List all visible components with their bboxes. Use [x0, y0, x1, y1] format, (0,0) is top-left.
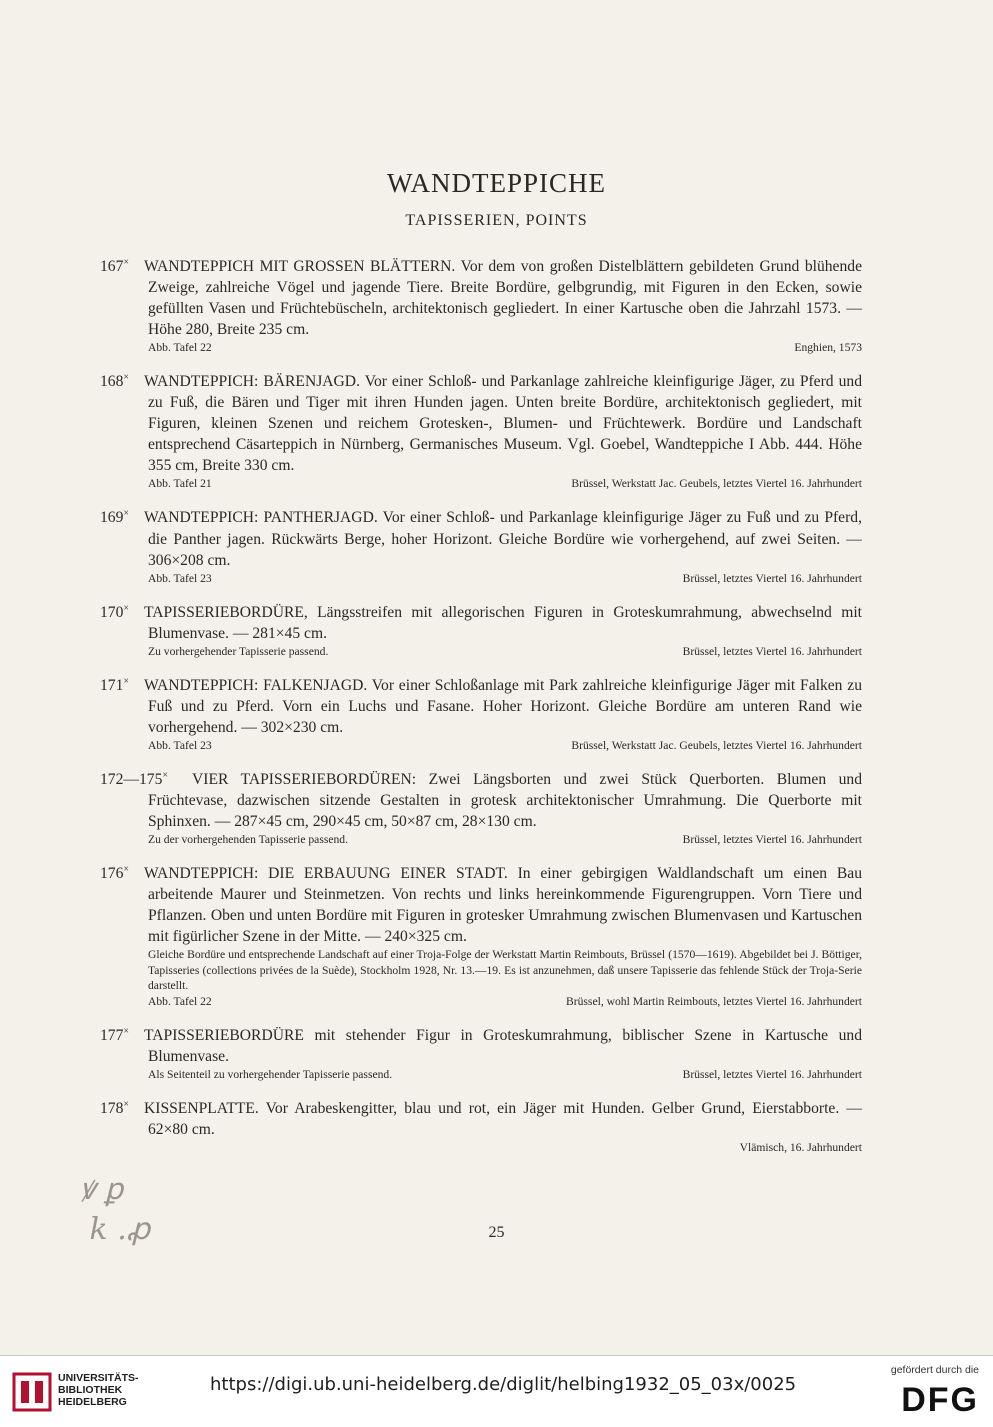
entry-reference: Abb. Tafel 22 — [148, 341, 212, 355]
entry-text-block — [100, 1021, 862, 1067]
entry-provenance: Vlämisch, 16. Jahrhundert — [739, 1141, 862, 1155]
permalink-url[interactable]: https://digi.ub.uni-heidelberg.de/diglit/helbing1932_05_03x/0025 — [210, 1374, 797, 1395]
entry-description: TAPISSERIEBORDÜRE mit stehender Figur in Groteskumrahmung, biblischer Szene in Kartusche und Blumenvase. — [144, 1027, 862, 1065]
catalog-entry — [100, 671, 862, 753]
entry-reference: Als Seitenteil zu vorhergehender Tapisserie passend. — [148, 1068, 393, 1081]
lot-mark: × — [123, 508, 130, 520]
lot-number: 172—175× — [100, 769, 169, 789]
entry-footer — [100, 644, 862, 659]
page-number: 25 — [488, 1224, 505, 1241]
entry-footer — [100, 340, 862, 355]
entry-description: WANDTEPPICH MIT GROSSEN BLÄTTERN. Vor dem von großen Distelblättern gebildeten Grund blühende Zweige, zahlreiche Vögel und jagende Tiere. Breite Bordüre, gelbgrundig, mit Figuren in den Ecken, sowie gefüllten Vasen und Früchtebüscheln, architektonisch gegliedert. In einer Kartusche oben die Jahrzahl 1573. — Höhe 280, Breite 235 cm. — [144, 258, 862, 339]
entry-description: WANDTEPPICH: DIE ERBAUUNG EINER STADT. In einer gebirgigen Waldlandschaft um einen Bau arbeitende Maurer und Steinmetzen. Von rechts und links hereinkommende Figurengruppen. Vorn Tiere und Pflanzen. Oben und unten Bordüre mit Figuren in grotesker Umrahmung zwischen Blumenvasen und Kartuschen mit figürlicher Szene in der Mitte. — 240×325 cm. — [144, 865, 862, 946]
entry-provenance: Enghien, 1573 — [794, 341, 862, 355]
entry-text-block — [100, 859, 862, 947]
entry-text-block — [100, 765, 862, 832]
catalog-entry — [100, 367, 862, 491]
entry-text-block — [100, 1094, 862, 1140]
entry-provenance: Brüssel, letztes Viertel 16. Jahrhundert — [682, 833, 862, 847]
entry-text-block — [100, 671, 862, 738]
entry-reference: Abb. Tafel 21 — [148, 477, 212, 491]
entry-list — [100, 252, 862, 1167]
entry-reference: Abb. Tafel 23 — [148, 571, 212, 585]
lot-number: 177× — [100, 1025, 130, 1044]
entry-description: WANDTEPPICH: PANTHERJAGD. Vor einer Schloß- und Parkanlage kleinfigurige Jäger zu Fuß und zu Pferd, die Panther jagen. Rückwärts Berge, hoher Horizont. Gleiche Bordüre wie vorhergehend, auf zwei Seiten. — 306×208 cm. — [144, 509, 862, 569]
entry-footer — [100, 476, 862, 491]
lot-mark: × — [123, 257, 130, 268]
pencil-annotation: ꝟ ꝑ k .ꝓ — [80, 1172, 151, 1247]
lot-number: 171× — [100, 675, 130, 694]
page-subtitle: TAPISSERIEN, POINTS — [405, 212, 588, 229]
lot-number: 176× — [100, 864, 130, 883]
viewer-footer — [0, 1355, 993, 1427]
lot-mark: × — [123, 1099, 130, 1110]
entry-reference: Zu vorhergehender Tapisserie passend. — [148, 644, 329, 658]
entry-footer — [100, 994, 862, 1009]
entry-description: WANDTEPPICH: FALKENJAGD. Vor einer Schloßanlage mit Park zahlreiche kleinfigurige Jäger mit Falken zu Fuß und zu Pferd. Vorn ein Luchs und Fasane. Hoher Horizont. Gleiche Bordüre am unteren Rand wie vorhergehend. — 302×230 cm. — [144, 676, 862, 736]
page-title: WANDTEPPICHE — [387, 168, 606, 198]
catalog-entry — [100, 252, 862, 355]
entry-reference: Abb. Tafel 23 — [148, 738, 212, 752]
lot-number: 168× — [100, 372, 130, 391]
entry-description: TAPISSERIEBORDÜRE, Längsstreifen mit allegorischen Figuren in Groteskumrahmung, abwechselnd mit Blumenvase. — 281×45 cm. — [144, 603, 862, 642]
entry-provenance: Brüssel, letztes Viertel 16. Jahrhundert — [682, 571, 862, 585]
catalog-entry — [100, 765, 862, 847]
catalog-entry — [100, 1094, 862, 1155]
entry-text-block — [100, 598, 862, 644]
entry-footer — [100, 1067, 862, 1082]
entry-text-block — [100, 252, 862, 340]
dfg-logo: DFG — [901, 1381, 979, 1419]
lot-mark: × — [162, 769, 169, 781]
entry-text-block — [100, 367, 862, 476]
entry-provenance: Brüssel, letztes Viertel 16. Jahrhundert — [682, 644, 862, 658]
lot-mark: × — [123, 675, 130, 687]
entry-note: Gleiche Bordüre und entsprechende Landschaft auf einer Troja-Folge der Werkstatt Martin Reimbouts, Brüssel (1570—1619). Abgebildet bei J. Böttiger, Tapisseries (collections privées de la Suède), Stockholm 1928, Nr. 13.—19. Es ist anzunehmen, daß unsere Tapisserie das fehlende Stück der Troja-Serie darstellt. — [148, 948, 862, 993]
entry-description: WANDTEPPICH: BÄRENJAGD. Vor einer Schloß- und Parkanlage zahlreiche kleinfigurige Jäger, zu Pferd und zu Fuß, die Bären und Tiger mit ihren Hunden jagen. Unten breite Bordüre, architektonisch gegliedert, mit Figuren, kleinen Szenen und reichem Grotesken-, Blumen- und Früchtewerk. Bordüre und Landschaft entsprechend Cäsarteppich in Nürnberg, Germanisches Museum. Vgl. Goebel, Wandteppiche I Abb. 444. Höhe 355 cm, Breite 330 cm. — [144, 373, 862, 475]
catalog-entry — [100, 859, 862, 1009]
entry-footer — [100, 1140, 862, 1155]
catalog-entry — [100, 1021, 862, 1082]
entry-provenance: Brüssel, letztes Viertel 16. Jahrhundert — [682, 1068, 862, 1081]
entry-footer — [100, 738, 862, 753]
lot-number: 178× — [100, 1099, 130, 1118]
funder-label: gefördert durch die — [890, 1364, 979, 1376]
entry-text-block — [100, 503, 862, 570]
entry-footer — [100, 832, 862, 847]
catalog-entry — [100, 598, 862, 659]
entry-description: VIER TAPISSERIEBORDÜREN: Zwei Längsborten und zwei Stück Querborten. Blumen und Früchtevase, dazwischen sitzende Gestalten in grotesk architektonischer Umrahmung. Die Querborte mit Sphinxen. — 287×45 cm, 290×45 cm, 50×87 cm, 28×130 cm. — [148, 771, 862, 831]
entry-description: KISSENPLATTE. Vor Arabeskengitter, blau und rot, ein Jäger mit Hunden. Gelber Grund, Eierstabborte. — 62×80 cm. — [144, 1100, 862, 1139]
entry-reference: Zu der vorhergehenden Tapisserie passend. — [148, 833, 348, 847]
lot-number: 167× — [100, 257, 130, 276]
library-name: UNIVERSITÄTS- BIBLIOTHEK HEIDELBERG — [58, 1372, 139, 1408]
entry-provenance: Brüssel, Werkstatt Jac. Geubels, letztes Viertel 16. Jahrhundert — [571, 738, 862, 752]
entry-reference: Abb. Tafel 22 — [148, 994, 212, 1008]
entry-footer — [100, 571, 862, 586]
entry-provenance: Brüssel, wohl Martin Reimbouts, letztes Viertel 16. Jahrhundert — [566, 994, 862, 1008]
lot-mark: × — [123, 864, 130, 876]
catalog-entry — [100, 503, 862, 585]
lot-number: 169× — [100, 508, 130, 527]
lot-mark: × — [123, 602, 130, 614]
entry-provenance: Brüssel, Werkstatt Jac. Geubels, letztes Viertel 16. Jahrhundert — [571, 477, 862, 491]
lot-mark: × — [123, 372, 130, 384]
university-library-logo-icon — [12, 1372, 52, 1412]
lot-number: 170× — [100, 602, 130, 621]
lot-mark: × — [123, 1025, 130, 1037]
